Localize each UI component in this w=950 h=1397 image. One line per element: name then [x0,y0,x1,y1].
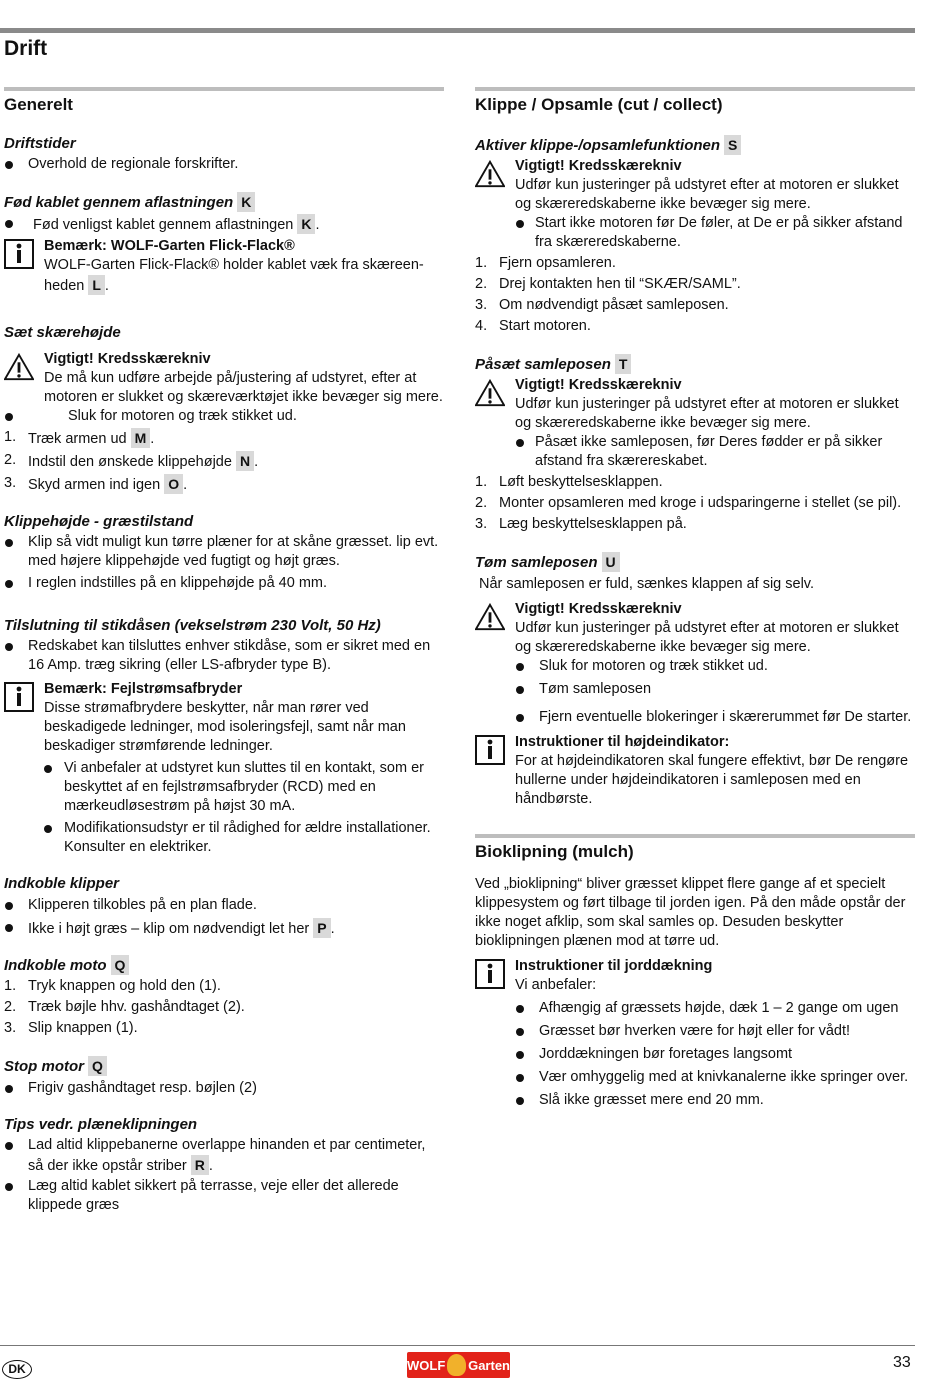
figure-ref-tag: K [237,192,255,212]
step-number: 2. [4,999,17,1015]
step-text: Træk bøjle hhv. gashåndtaget (2). [28,999,245,1015]
warning-kredsskaerekniv: Vigtigt! Kredsskærekniv Udfør kun justeringer på udstyret efter at motoren er slukket og skæreredskaberne ikke bevæger sig mere. Start ikke motoren før De føler, at De er på sikker afstand fra skæreredskaberne. [475,157,915,252]
step-text: Tryk knappen og hold den (1). [28,978,221,994]
note-hoejdeindikator: Instruktioner til højdeindikator: For at højdeindikatoren skal fungere effektivt, bør De rengøre hullerne under højdeindikatoren i samleposen med en håndbørste. [475,733,915,809]
step-number: 3. [475,297,488,313]
subheading-stop-motor: Stop motor Q [4,1056,444,1076]
subheading-indkoble-klipper: Indkoble klipper [4,875,120,892]
figure-ref-tag: R [191,1155,209,1175]
subheading-foed-kablet: Fød kablet gennem aflastningen K [4,192,444,212]
warning-kredsskaerekniv: Vigtigt! Kredsskærekniv Udfør kun justeringer på udstyret efter at motoren er slukket og skæreredskaberne ikke bevæger sig mere. Sluk for motoren og træk stikket ud. Tøm samleposen Fjern eventuelle blokeringer i skærerummet før De starter. [475,600,915,727]
figure-ref-tag: M [131,428,151,448]
step-text: Indstil den ønskede klippehøjde [28,454,232,470]
step-number: 2. [475,276,488,292]
note-jorddaekning: Instruktioner til jorddækning Vi anbefaler: Afhængig af græssets højde, dæk 1 – 2 gange om ugen Græsset bør hverken være for højt eller for vådt! Jorddækningen bør foretages langsomt Vær omhyggelig med at knivkanalerne ikke springer over. Slå ikke græsset mere end 20 mm. [475,957,915,1110]
step-number: 2. [4,452,17,468]
bullet-item: Fjern eventuelle blokeringer i skærerummet før De starter. [515,708,915,727]
bullet-item: Klip så vidt muligt kun tørre plæner for at skåne græsset. lip evt. med højere klippehøjde ved fugtigt og højt græs. [4,533,444,571]
steps-indkoble-moto [4,977,444,1038]
figure-ref-tag: U [602,552,620,572]
steps-aktiver [475,254,915,336]
step-item [4,998,444,1017]
step-item [475,254,915,273]
bullet-item: Redskabet kan tilsluttes enhver stikdåse, som er sikret med en 16 Amp. træg sikring (eller LS-afbryder type B). [4,637,444,675]
note-flick-flack: Bemærk: WOLF-Garten Flick-Flack® WOLF-Garten Flick-Flack® holder kablet væk fra skæreen- heden L . [4,237,444,296]
section-heading-generelt: Generelt [4,87,444,115]
left-column [4,87,444,1215]
step-number: 4. [475,318,488,334]
step-item [475,494,915,513]
steps-saet [4,428,444,495]
subheading-aktiver: Aktiver klippe-/opsamlefunktionen S [475,135,915,155]
subheading-saet-skaerehoejde: Sæt skærehøjde [4,324,121,341]
bullet-item: Sluk for motoren og træk stikket ud. [4,407,444,426]
bullet-item: Modifikationsudstyr er til rådighed for ældre installationer. Konsulter en elektriker. [4,819,444,857]
step-item [475,473,915,492]
step-end: . [254,454,259,470]
step-number: 3. [4,1020,17,1036]
subheading-driftstider: Driftstider [4,135,76,152]
right-column [475,87,915,1110]
figure-ref-tag: O [164,474,183,494]
info-icon [4,682,34,712]
figure-ref-tag: S [724,135,741,155]
subheading-paasaet: Påsæt samleposen T [475,354,915,374]
figure-ref-tag: K [297,214,315,234]
step-number: 3. [475,516,488,532]
figure-ref-tag: N [236,451,254,471]
step-text: Start motoren. [499,318,591,334]
bullet-item: Klipperen tilkobles på en plan flade. [4,896,444,915]
step-text: Træk armen ud [28,431,127,447]
step-end: . [183,477,188,493]
warning-icon [475,159,505,189]
warning-kredsskaerekniv: Vigtigt! Kredsskærekniv Udfør kun justeringer på udstyret efter at motoren er slukket og skæreredskaberne ikke bevæger sig mere. Påsæt ikke samleposen, før Deres fødder er på sikker afstand fra skærereskabet. [475,376,915,471]
bullet-item: Start ikke motoren før De føler, at De er på sikker afstand fra skæreredskaberne. [515,214,915,252]
subheading-tilslutning: Tilslutning til stikdåsen (vekselstrøm 230 Volt, 50 Hz) [4,617,381,634]
step-text: Drej kontakten hen til “SKÆR/SAML”. [499,276,741,292]
figure-ref-tag: Q [88,1056,107,1076]
warning-icon [475,602,505,632]
section-heading-bioklipning: Bioklipning (mulch) [475,834,915,862]
step-item [4,474,444,495]
step-text: Slip knappen (1). [28,1020,138,1036]
figure-ref-tag: L [88,275,105,295]
warning-kredsskaerekniv: Vigtigt! Kredsskærekniv De må kun udføre arbejde på/justering af udstyret, efter at motoren er slukket og skæreværktøjet ikke bevæger sig mere. Sluk for motoren og træk stikket ud. [4,350,444,426]
step-item [475,296,915,315]
step-number: 2. [475,495,488,511]
subheading-toem: Tøm samleposen U [475,552,915,572]
bullet-item: I reglen indstilles på en klippehøjde på 40 mm. [4,574,444,593]
bio-bullet-list [515,999,915,1110]
bullet-item: Påsæt ikke samleposen, før Deres fødder er på sikker afstand fra skærereskabet. [515,433,915,471]
wolf-garten-logo: WOLF Garten [407,1352,510,1378]
warning-icon [475,378,505,408]
info-icon [475,959,505,989]
top-rule [0,28,915,33]
bullet-item: Vi anbefaler at udstyret kun sluttes til en kontakt, som er beskyttet af en fejlstrømsafbryder (RCD) med en mærkeudløsestrøm på højst 30 mA. [4,759,444,816]
bullet-item: Afhængig af græssets højde, dæk 1 – 2 gange om ugen [515,999,915,1018]
bullet-item: Ikke i højt græs – klip om nødvendigt let her P . [4,918,444,939]
subheading-tips: Tips vedr. plæneklipningen [4,1116,198,1133]
step-item [475,275,915,294]
bullet-item: Fød venligst kablet gennem aflastningen K . [4,214,444,235]
step-item [475,515,915,534]
subheading-klippehoejde: Klippehøjde - græstilstand [4,513,194,530]
step-text: Om nødvendigt påsæt samleposen. [499,297,729,313]
info-icon [475,735,505,765]
intro-text: Når samleposen er fuld, sænkes klappen af sig selv. [479,576,815,592]
bullet-item: Vær omhyggelig med at knivkanalerne ikke springer over. [515,1068,915,1087]
step-item [4,977,444,996]
step-number: 1. [475,255,488,271]
bullet-item: Tøm samleposen [515,680,915,699]
language-badge: DK [2,1360,32,1379]
fox-icon [447,1354,466,1376]
steps-paasaet [475,473,915,534]
bullet-item: Sluk for motoren og træk stikket ud. [515,657,915,676]
section-heading-klippe-opsamle: Klippe / Opsamle (cut / collect) [475,87,915,115]
bullet-item: Jorddækningen bør foretages langsomt [515,1045,915,1064]
bio-paragraph: Ved „bioklipning“ bliver græsset klippet flere gange af et specielt klippesystem og ført tilbage til jorden igen. På den måde opstår der ikke noget afklip, som skal samles op. Desuden beskytter bioklipningen plænen mod at tørre ud. [475,876,906,949]
bullet-item: Læg altid kablet sikkert på terrasse, veje eller det allerede klippede græs [4,1177,444,1215]
step-text: Monter opsamleren med kroge i udsparingerne i stellet (se pil). [499,495,902,511]
bullet-item: Frigiv gashåndtaget resp. bøjlen (2) [4,1079,444,1098]
info-icon [4,239,34,269]
footer-rule [0,1345,915,1346]
page-number: 33 [893,1354,911,1371]
step-item [4,428,444,449]
step-item [475,317,915,336]
note-fejlstroemsafbryder: Bemærk: Fejlstrømsafbryder Disse strømafbrydere beskytter, når man rører ved beskadigede ledninger, mod isoleringsfejl, samt når man beskadiger strømførende ledninger. [4,680,444,756]
bullet-item: Slå ikke græsset mere end 20 mm. [515,1091,915,1110]
step-text: Fjern opsamleren. [499,255,616,271]
page-title: Drift [4,37,48,60]
step-number: 3. [4,475,17,491]
warning-icon [4,352,34,382]
subheading-indkoble-moto: Indkoble moto Q [4,955,444,975]
step-number: 1. [4,429,17,445]
figure-ref-tag: Q [111,955,130,975]
step-number: 1. [475,474,488,490]
figure-ref-tag: T [615,354,632,374]
step-item [4,451,444,472]
step-end: . [150,431,155,447]
step-number: 1. [4,978,17,994]
bullet-item: Lad altid klippebanerne overlappe hinanden et par centimeter, så der ikke opstår striber R . [4,1136,444,1176]
bullet-item: Overhold de regionale forskrifter. [4,155,444,174]
figure-ref-tag: P [313,918,330,938]
bullet-item: Græsset bør hverken være for højt eller for vådt! [515,1022,915,1041]
step-text: Skyd armen ind igen [28,477,161,493]
step-text: Løft beskyttelsesklappen. [499,474,663,490]
step-text: Læg beskyttelsesklappen på. [499,516,687,532]
step-item [4,1019,444,1038]
